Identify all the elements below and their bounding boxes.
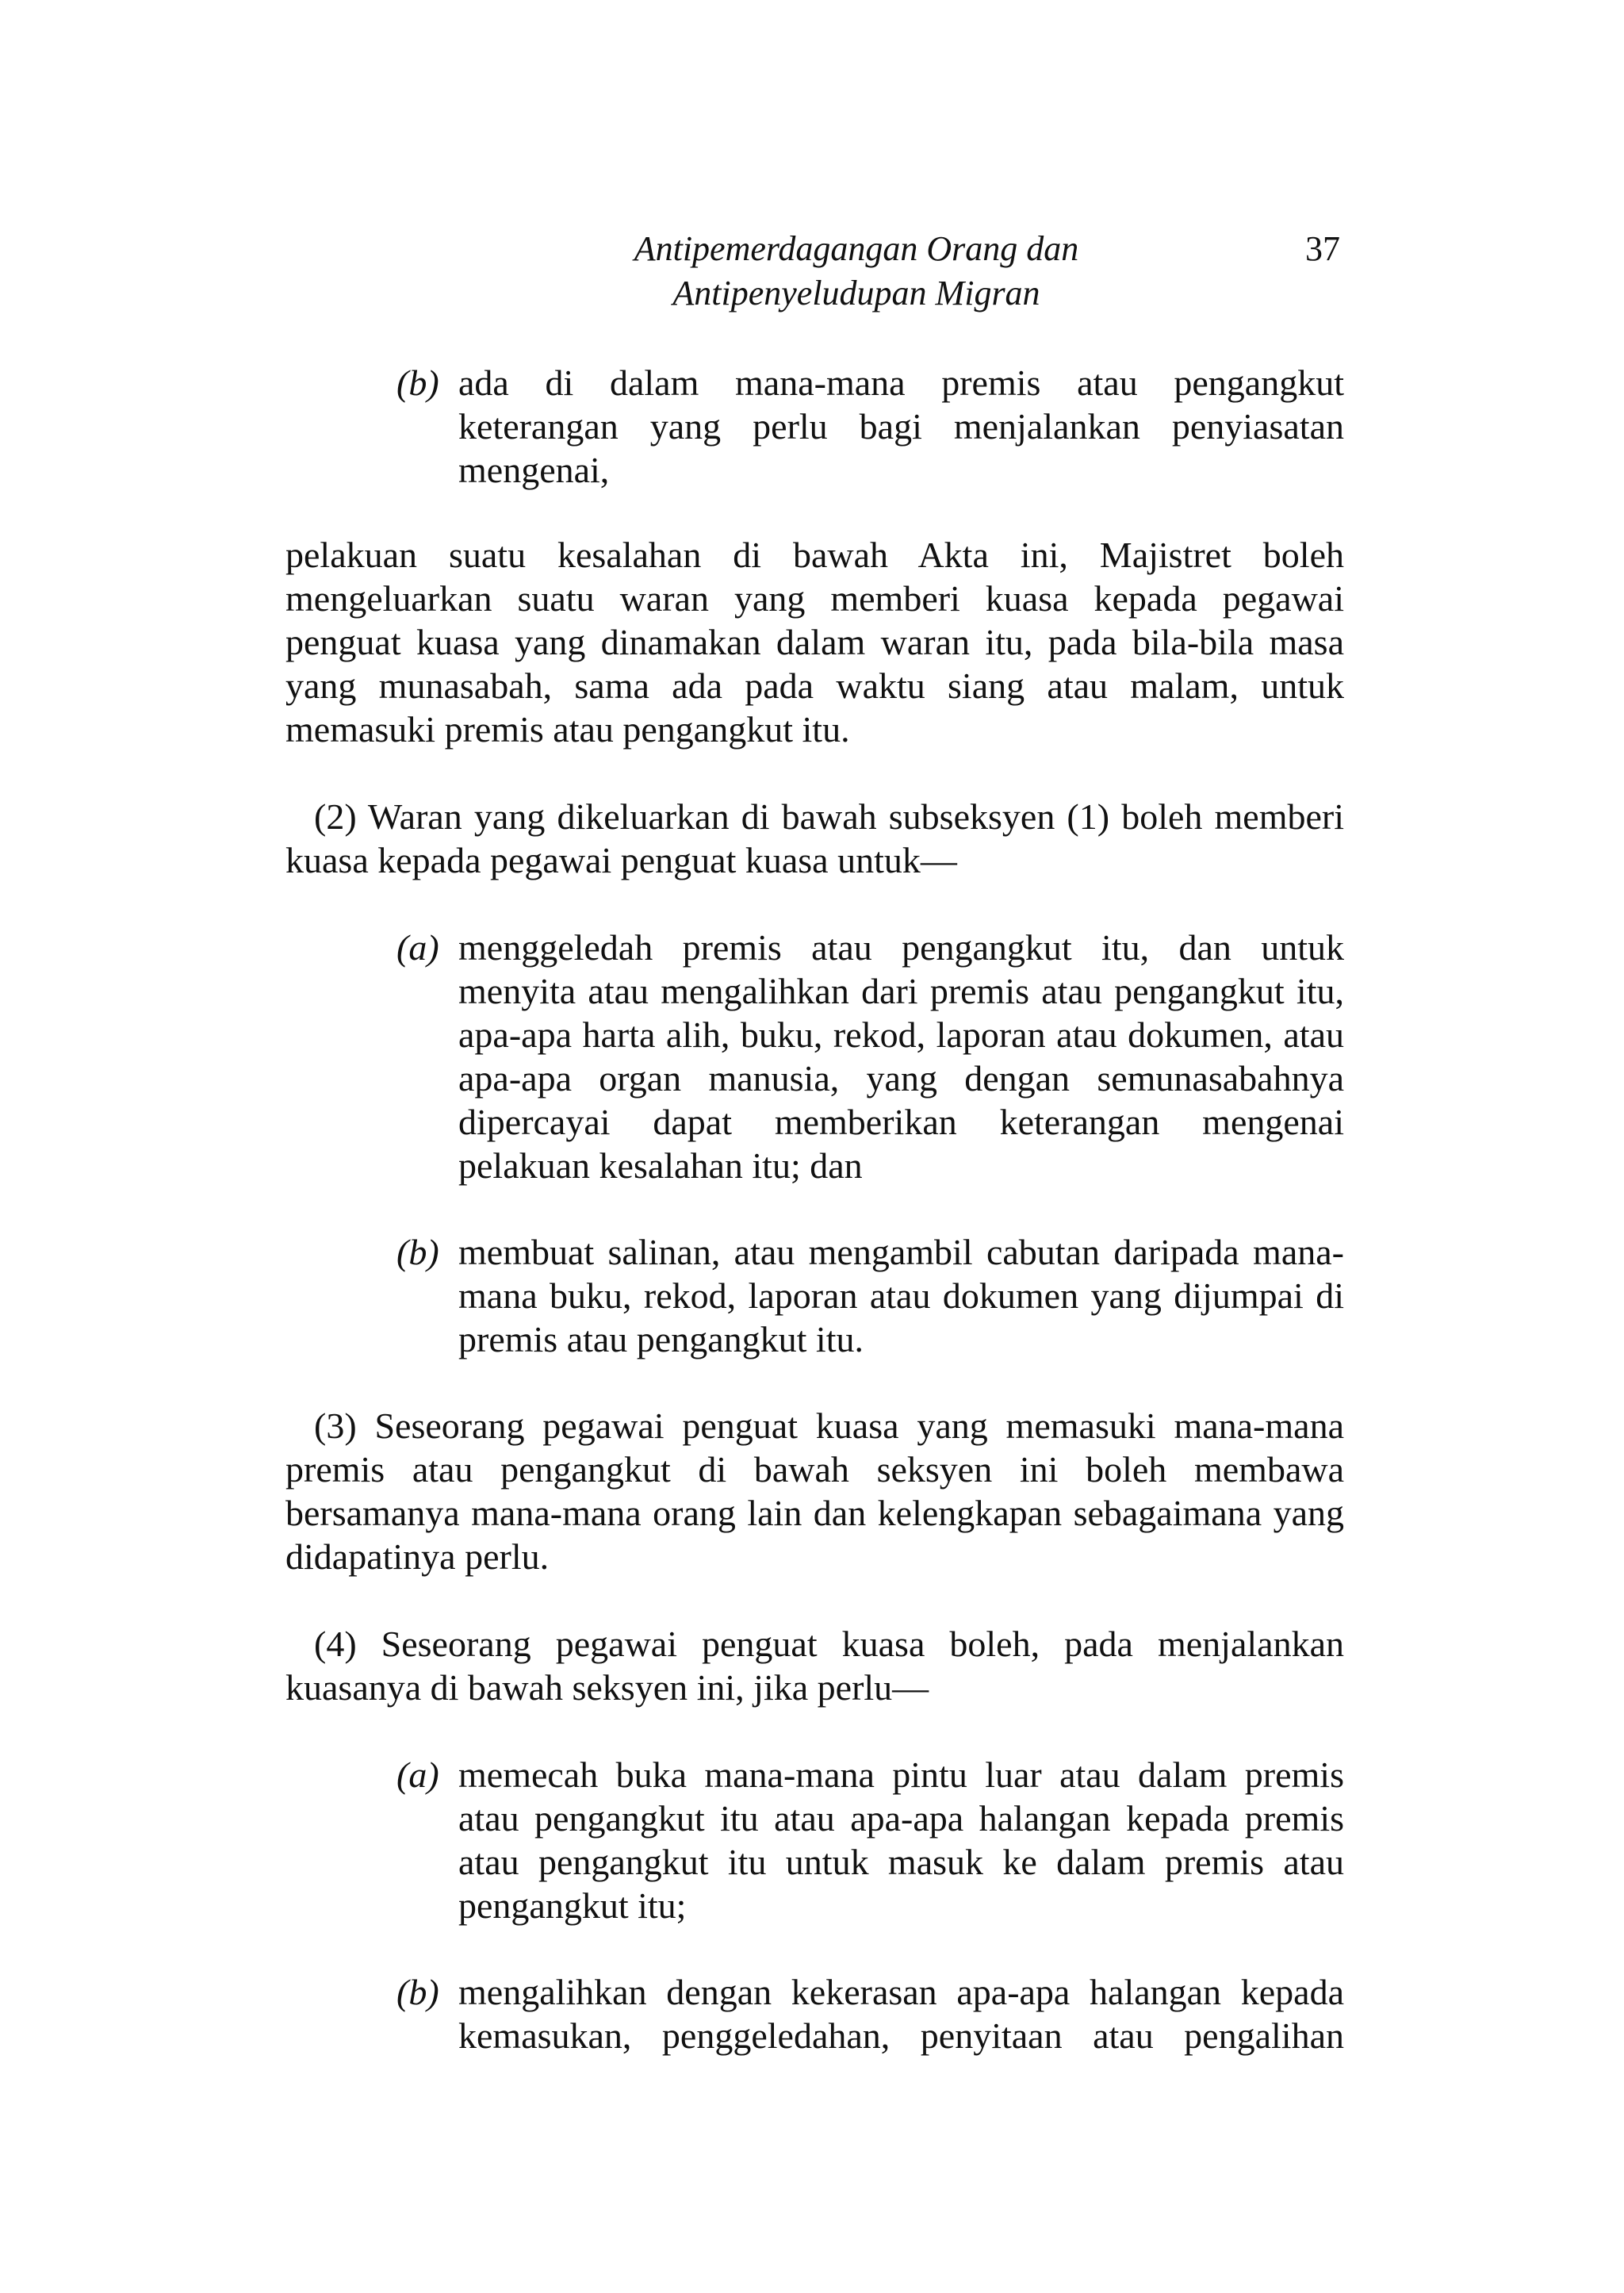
item-b-top [396,361,1344,492]
subsection-2-item-b [396,1230,1344,1361]
running-title-line-2: Antipenyeludupan Migran [672,274,1040,313]
item-text: membuat salinan, atau mengambil cabutan daripada mana-mana buku, rekod, laporan atau dokumen yang dijumpai di premis atau pengangkut itu. [458,1232,1344,1359]
item-label: (b) [396,1972,439,2012]
item-text: ada di dalam mana-mana premis atau pengangkut keterangan yang perlu bagi menjalankan penyiasatan mengenai, [458,362,1344,490]
item-label: (a) [396,1754,439,1795]
item-label: (a) [396,927,439,968]
subsection-2: (2) Waran yang dikeluarkan di bawah subseksyen (1) boleh memberi kuasa kepada pegawai penguat kuasa untuk— [285,796,1344,880]
running-title-line-1: Antipemerdagangan Orang dan [634,229,1079,268]
item-text: menggeledah premis atau pengangkut itu, dan untuk menyita atau mengalihkan dari premis atau pengangkut itu, apa-apa harta alih, buku, rekod, laporan atau dokumen, atau apa-apa organ manusia, yang dengan semunasabahnya dipercayai dapat memberikan keterangan mengenai pelakuan kesalahan itu; dan [458,927,1344,1186]
running-title [508,227,1205,316]
subsection-4-item-b [396,1970,1344,2057]
item-text: memecah buka mana-mana pintu luar atau dalam premis atau pengangkut itu atau apa-apa halangan kepada premis atau pengangkut itu untuk masuk ke dalam premis atau pengangkut itu; [458,1754,1344,1926]
subsection-3: (3) Seseorang pegawai penguat kuasa yang memasuki mana-mana premis atau pengangkut di bawah seksyen ini boleh membawa bersamanya mana-mana orang lain dan kelengkapan sebagaimana yang didapatinya perlu. [285,1405,1344,1577]
subsection-4: (4) Seseorang pegawai penguat kuasa boleh, pada menjalankan kuasanya di bawah seksyen ini, jika perlu— [285,1624,1344,1708]
item-label: (b) [396,362,439,403]
subsection-2-item-a [396,926,1344,1187]
subsection-4-item-a [396,1753,1344,1927]
page-number: 37 [1305,229,1340,268]
item-text: mengalihkan dengan kekerasan apa-apa halangan kepada kemasukan, penggeledahan, penyitaan atau pengalihan [458,1972,1344,2056]
item-label: (b) [396,1232,439,1272]
paragraph-continuation: pelakuan suatu kesalahan di bawah Akta ini, Majistret boleh mengeluarkan suatu waran yang memberi kuasa kepada pegawai penguat kuasa yang dinamakan dalam waran itu, pada bila-bila masa yang munasabah, sama ada pada waktu siang atau malam, untuk memasuki premis atau pengangkut itu. [285,535,1344,750]
